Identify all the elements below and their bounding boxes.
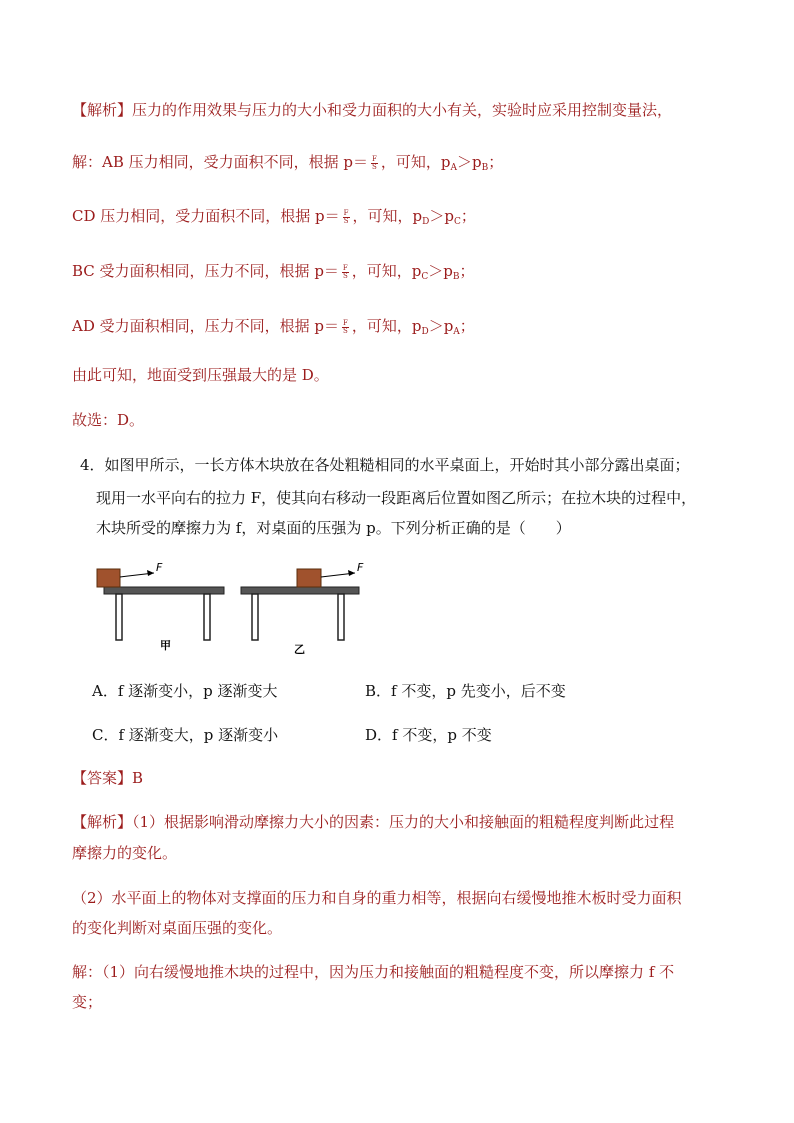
analysis-text: （1）根据影响滑动摩擦力大小的因素：压力的大小和接触面的粗糙程度判断此过程 bbox=[132, 813, 675, 831]
answer-label: 【答案】 bbox=[72, 769, 133, 787]
solution-row bbox=[72, 152, 503, 178]
subscript: B bbox=[452, 272, 460, 282]
analysis-label: 【解析】 bbox=[72, 101, 133, 119]
wood-block-right bbox=[297, 569, 321, 587]
analysis2-line-3: （2）水平面上的物体对支撑面的压力和自身的重力相等，根据向右缓慢地推木板时受力面积 bbox=[72, 889, 682, 907]
choice-text: 故选：D。 bbox=[72, 411, 145, 429]
row-text: ＞p bbox=[429, 207, 454, 225]
table-right bbox=[241, 587, 359, 640]
option-d: D．f 不变，p 不变 bbox=[365, 726, 492, 744]
row-text: ； bbox=[460, 207, 476, 225]
row-text: ； bbox=[488, 153, 504, 171]
fraction: $\frac{F}{S}$ bbox=[372, 154, 377, 171]
arrowhead-icon bbox=[348, 570, 355, 576]
analysis-label: 【解析】 bbox=[72, 813, 133, 831]
row-text: 解：AB 压力相同，受力面积不同，根据 p＝ bbox=[72, 153, 368, 171]
analysis-text: 压力的作用效果与压力的大小和受力面积的大小有关，实验时应采用控制变量法， bbox=[132, 101, 673, 119]
question-line-2: 现用一水平向右的拉力 F，使其向右移动一段距离后位置如图乙所示；在拉木块的过程中， bbox=[96, 489, 697, 507]
row-text: ＞p bbox=[428, 262, 453, 280]
wood-block-left bbox=[97, 569, 120, 587]
solution-row bbox=[72, 316, 475, 342]
figure bbox=[92, 560, 372, 660]
solution-row bbox=[72, 206, 476, 232]
arrowhead-icon bbox=[147, 570, 154, 576]
analysis2-line-4: 的变化判断对桌面压强的变化。 bbox=[72, 919, 283, 937]
caption-right: 乙 bbox=[294, 643, 305, 656]
analysis2-line-2: 摩擦力的变化。 bbox=[72, 844, 178, 862]
row-text: ； bbox=[459, 317, 475, 335]
subscript: B bbox=[481, 163, 489, 173]
row-text: AD 受力面积相同，压力不同，根据 p＝ bbox=[72, 317, 339, 335]
subscript: D bbox=[421, 327, 429, 337]
row-text: ； bbox=[459, 262, 475, 280]
row-text: ＞p bbox=[428, 317, 454, 335]
force-label-left: F bbox=[156, 561, 163, 574]
subscript: C bbox=[453, 217, 461, 227]
question-line-3: 木块所受的摩擦力为 f，对桌面的压强为 p。下列分析正确的是（ ） bbox=[96, 519, 571, 537]
option-c: C．f 逐渐变大，p 逐渐变小 bbox=[92, 726, 279, 744]
analysis2-line-5: 解：（1）向右缓慢地推木块的过程中，因为压力和接触面的粗糙程度不变，所以摩擦力 f 不 bbox=[72, 963, 675, 981]
subscript: D bbox=[422, 217, 430, 227]
caption-left: 甲 bbox=[160, 639, 171, 652]
solution-row bbox=[72, 261, 475, 287]
answer-line bbox=[72, 768, 143, 788]
analysis2-line-1 bbox=[72, 812, 674, 832]
row-text: ，可知，p bbox=[351, 317, 422, 335]
question-line-1: 4．如图甲所示，一长方体木块放在各处粗糙相同的水平桌面上，开始时其小部分露出桌面； bbox=[80, 456, 690, 474]
row-text: ，可知，p bbox=[351, 262, 422, 280]
row-text: CD 压力相同，受力面积不同，根据 p＝ bbox=[72, 207, 340, 225]
answer-value: B bbox=[132, 769, 144, 787]
fraction: $\frac{F}{S}$ bbox=[343, 318, 348, 335]
fraction: $\frac{F}{S}$ bbox=[343, 208, 349, 225]
option-b: B．f 不变，p 先变小，后不变 bbox=[365, 682, 566, 700]
analysis-paragraph bbox=[72, 100, 672, 120]
subscript: A bbox=[450, 163, 457, 173]
row-text: ，可知，p bbox=[380, 153, 451, 171]
fraction: $\frac{F}{S}$ bbox=[342, 263, 348, 280]
row-text: ＞p bbox=[456, 153, 482, 171]
option-a: A．f 逐渐变小，p 逐渐变大 bbox=[92, 682, 278, 700]
subscript: A bbox=[453, 327, 460, 337]
row-text: BC 受力面积相同，压力不同，根据 p＝ bbox=[72, 262, 339, 280]
subscript: C bbox=[421, 272, 429, 282]
table-left bbox=[104, 587, 224, 640]
force-label-right: F bbox=[357, 561, 364, 574]
row-text: ，可知，p bbox=[352, 207, 423, 225]
analysis2-line-6: 变； bbox=[72, 993, 103, 1011]
conclusion-text: 由此可知，地面受到压强最大的是 D。 bbox=[72, 366, 329, 384]
